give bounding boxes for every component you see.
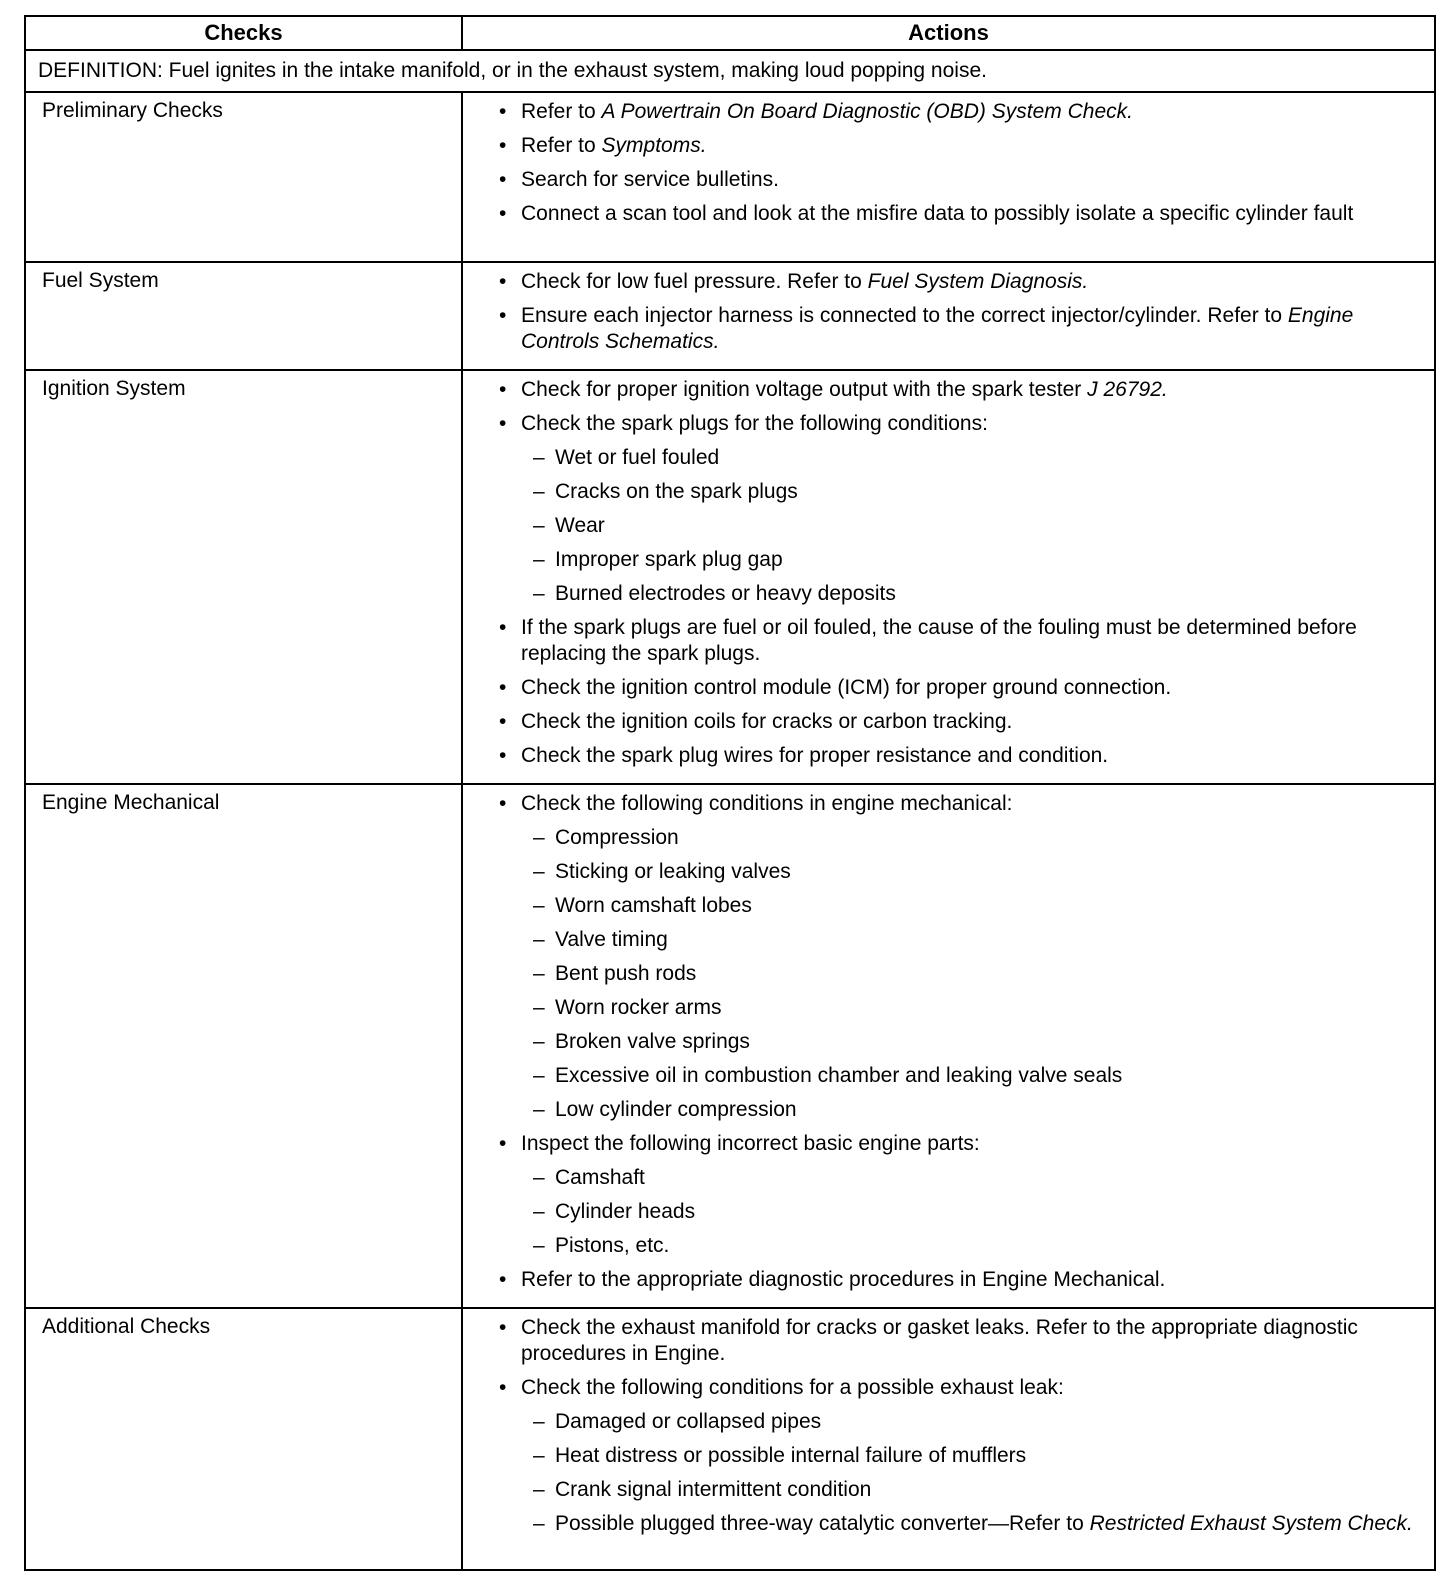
definition-text: DEFINITION: Fuel ignites in the intake manifold, or in the exhaust system, making loud popping noise.: [25, 50, 1435, 92]
action-text: Heat distress or possible internal failure of mufflers: [555, 1444, 1027, 1467]
sub-list-item: [497, 1233, 1422, 1259]
check-category-cell: Additional Checks: [25, 1308, 462, 1570]
dash-marker: –: [533, 1444, 545, 1467]
action-text: Check the ignition control module (ICM) for proper ground connection.: [521, 676, 1172, 699]
action-text: Broken valve springs: [555, 1030, 750, 1053]
bullet-list-item: [497, 377, 1422, 403]
action-text: Improper spark plug gap: [555, 548, 783, 571]
bullet-marker: •: [499, 1132, 507, 1155]
bullet-marker: •: [499, 270, 507, 293]
dash-marker: –: [533, 1234, 545, 1257]
sub-list-item: [497, 581, 1422, 607]
action-text: Wet or fuel fouled: [555, 446, 720, 469]
action-text: Sticking or leaking valves: [555, 860, 791, 883]
bullet-list-item: [497, 1315, 1422, 1367]
italic-reference-text: Fuel System Diagnosis.: [867, 270, 1089, 293]
table-row: [25, 262, 1435, 370]
definition-row: [25, 50, 1435, 92]
bullet-list-item: [497, 1267, 1422, 1293]
action-text: Camshaft: [555, 1166, 645, 1189]
bullet-list-item: [497, 675, 1422, 701]
diagnostic-table: [24, 15, 1436, 1571]
dash-marker: –: [533, 1478, 545, 1501]
sub-list-item: [497, 445, 1422, 471]
table-row: [25, 370, 1435, 784]
bullet-marker: •: [499, 1376, 507, 1399]
bullet-marker: •: [499, 616, 507, 639]
checks-column-header: Checks: [25, 16, 462, 50]
bullet-list-item: [497, 411, 1422, 437]
action-text: Cylinder heads: [555, 1200, 696, 1223]
sub-list-item: [497, 961, 1422, 987]
sub-list-item: [497, 1199, 1422, 1225]
dash-marker: –: [533, 962, 545, 985]
dash-marker: –: [533, 1410, 545, 1433]
action-text: Connect a scan tool and look at the misfire data to possibly isolate a specific cylinder fault: [521, 202, 1354, 225]
diagnostic-table-container: [24, 15, 1434, 1571]
dash-marker: –: [533, 894, 545, 917]
sub-list-item: [497, 1511, 1422, 1537]
dash-marker: –: [533, 1200, 545, 1223]
action-text: Check the spark plugs for the following conditions:: [521, 412, 988, 435]
italic-reference-text: Restricted Exhaust System Check.: [1089, 1512, 1413, 1535]
action-text: Check for low fuel pressure. Refer to: [521, 270, 868, 293]
sub-list-item: [497, 995, 1422, 1021]
bullet-marker: •: [499, 202, 507, 225]
sub-list-item: [497, 1097, 1422, 1123]
sub-list-item: [497, 1477, 1422, 1503]
bullet-list-item: [497, 615, 1422, 667]
bullet-list-item: [497, 99, 1422, 125]
action-text: Check the following conditions for a possible exhaust leak:: [521, 1376, 1064, 1399]
sub-list-item: [497, 1165, 1422, 1191]
check-category-cell: Fuel System: [25, 262, 462, 370]
bullet-marker: •: [499, 1268, 507, 1291]
action-text: Compression: [555, 826, 679, 849]
dash-marker: –: [533, 582, 545, 605]
sub-list-item: [497, 859, 1422, 885]
dash-marker: –: [533, 1166, 545, 1189]
dash-marker: –: [533, 860, 545, 883]
actions-cell: [462, 1308, 1435, 1570]
action-text: If the spark plugs are fuel or oil fouled, the cause of the fouling must be determined before replacing the spark plugs.: [521, 616, 1357, 665]
action-text: Possible plugged three-way catalytic converter—Refer to: [555, 1512, 1090, 1535]
dash-marker: –: [533, 548, 545, 571]
action-text: Check the exhaust manifold for cracks or gasket leaks. Refer to the appropriate diagnostic procedures in Engine.: [521, 1316, 1358, 1365]
check-category-cell: Engine Mechanical: [25, 784, 462, 1308]
sub-list-item: [497, 513, 1422, 539]
action-text: Check the ignition coils for cracks or carbon tracking.: [521, 710, 1013, 733]
action-text: Ensure each injector harness is connected to the correct injector/cylinder. Refer to: [521, 304, 1288, 327]
sub-list-item: [497, 893, 1422, 919]
action-text: Cracks on the spark plugs: [555, 480, 798, 503]
action-text: Refer to the appropriate diagnostic procedures in Engine Mechanical.: [521, 1268, 1166, 1291]
sub-list-item: [497, 1409, 1422, 1435]
check-category-cell: Preliminary Checks: [25, 92, 462, 262]
dash-marker: –: [533, 928, 545, 951]
dash-marker: –: [533, 996, 545, 1019]
bullet-list-item: [497, 1131, 1422, 1157]
action-text: Excessive oil in combustion chamber and leaking valve seals: [555, 1064, 1123, 1087]
action-text: Pistons, etc.: [555, 1234, 670, 1257]
bullet-list-item: [497, 1375, 1422, 1401]
action-text: Check the spark plug wires for proper resistance and condition.: [521, 744, 1109, 767]
italic-reference-text: Engine Controls Schematics.: [521, 304, 1354, 353]
action-text: Damaged or collapsed pipes: [555, 1410, 822, 1433]
sub-list-item: [497, 1443, 1422, 1469]
bullet-list-item: [497, 709, 1422, 735]
sub-list-item: [497, 547, 1422, 573]
actions-cell: [462, 262, 1435, 370]
bullet-marker: •: [499, 168, 507, 191]
dash-marker: –: [533, 1064, 545, 1087]
actions-cell: [462, 784, 1435, 1308]
action-text: Worn rocker arms: [555, 996, 722, 1019]
action-text: Crank signal intermittent condition: [555, 1478, 872, 1501]
header-row: [25, 16, 1435, 50]
bullet-marker: •: [499, 676, 507, 699]
bullet-list-item: [497, 743, 1422, 769]
sub-list-item: [497, 825, 1422, 851]
action-text: Check the following conditions in engine mechanical:: [521, 792, 1013, 815]
action-text: Check for proper ignition voltage output with the spark tester: [521, 378, 1088, 401]
action-text: Low cylinder compression: [555, 1098, 797, 1121]
table-row: [25, 784, 1435, 1308]
action-text: Worn camshaft lobes: [555, 894, 752, 917]
bullet-list-item: [497, 791, 1422, 817]
dash-marker: –: [533, 446, 545, 469]
actions-cell: [462, 370, 1435, 784]
dash-marker: –: [533, 1030, 545, 1053]
action-text: Refer to: [521, 100, 602, 123]
bullet-marker: •: [499, 744, 507, 767]
action-text: Valve timing: [555, 928, 668, 951]
action-text: Refer to: [521, 134, 602, 157]
sub-list-item: [497, 1063, 1422, 1089]
actions-column-header: Actions: [462, 16, 1435, 50]
bullet-marker: •: [499, 134, 507, 157]
action-text: Burned electrodes or heavy deposits: [555, 582, 896, 605]
action-text: Search for service bulletins.: [521, 168, 779, 191]
sub-list-item: [497, 479, 1422, 505]
check-category-cell: Ignition System: [25, 370, 462, 784]
dash-marker: –: [533, 1512, 545, 1535]
sub-list-item: [497, 1029, 1422, 1055]
italic-reference-text: J 26792.: [1087, 378, 1168, 401]
bullet-list-item: [497, 167, 1422, 193]
actions-cell: [462, 92, 1435, 262]
italic-reference-text: A Powertrain On Board Diagnostic (OBD) System Check.: [601, 100, 1133, 123]
bullet-marker: •: [499, 304, 507, 327]
bullet-list-item: [497, 303, 1422, 355]
bullet-list-item: [497, 201, 1422, 227]
italic-reference-text: Symptoms.: [601, 134, 707, 157]
bullet-marker: •: [499, 710, 507, 733]
dash-marker: –: [533, 480, 545, 503]
dash-marker: –: [533, 826, 545, 849]
bullet-marker: •: [499, 412, 507, 435]
bullet-marker: •: [499, 378, 507, 401]
action-text: Bent push rods: [555, 962, 697, 985]
bullet-list-item: [497, 269, 1422, 295]
bullet-marker: •: [499, 1316, 507, 1339]
action-text: Wear: [555, 514, 605, 537]
bullet-marker: •: [499, 792, 507, 815]
table-row: [25, 1308, 1435, 1570]
table-row: [25, 92, 1435, 262]
dash-marker: –: [533, 514, 545, 537]
sub-list-item: [497, 927, 1422, 953]
dash-marker: –: [533, 1098, 545, 1121]
bullet-marker: •: [499, 100, 507, 123]
bullet-list-item: [497, 133, 1422, 159]
action-text: Inspect the following incorrect basic engine parts:: [521, 1132, 980, 1155]
